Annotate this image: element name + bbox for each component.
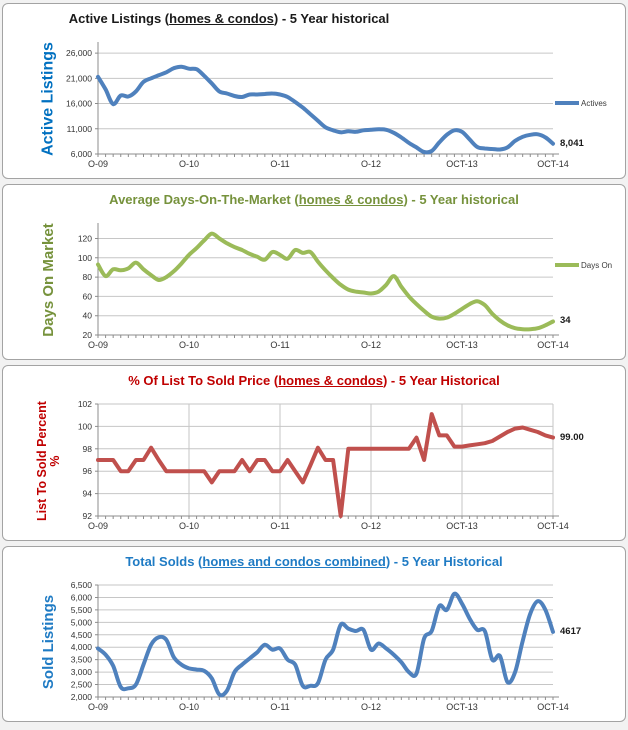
y-tick-label: 100	[77, 252, 92, 263]
legend-line-icon	[555, 100, 579, 106]
plot-area	[3, 4, 626, 179]
x-tick-label: O-12	[360, 159, 382, 169]
x-tick-label: O-10	[178, 702, 200, 712]
y-tick-label: 60	[82, 291, 92, 302]
x-tick-label: O-11	[270, 702, 290, 712]
y-tick-label: 80	[82, 272, 92, 283]
chart-title-post: ) - 5 Year Historical	[382, 373, 500, 388]
chart-title-underlined: homes and condos combined	[202, 554, 386, 569]
x-tick-label: OCT-13	[446, 159, 478, 169]
legend	[555, 261, 612, 270]
end-value-label: 4617	[560, 625, 582, 637]
y-axis-title-line: %	[48, 455, 62, 467]
chart-title-pre: Active Listings (	[68, 11, 170, 26]
y-tick-label: 6,000	[70, 149, 92, 159]
series-line	[98, 67, 553, 153]
y-tick-label: 5,000	[70, 617, 92, 628]
y-axis-title-line: Sold Listings	[40, 594, 58, 690]
legend-label: Days On	[581, 260, 613, 270]
y-tick-label: 26,000	[66, 48, 92, 59]
x-tick-label: OCT-14	[537, 340, 569, 350]
legend	[555, 99, 607, 108]
series-line	[98, 234, 553, 330]
chart-panel-days-on-market	[2, 184, 626, 360]
chart-title-post: ) - 5 Year historical	[403, 192, 519, 207]
x-tick-label: O-12	[360, 702, 382, 712]
x-tick-label: OCT-14	[537, 159, 569, 169]
x-tick-label: O-12	[360, 521, 382, 531]
y-axis-title-line: List To Sold Percent	[34, 401, 49, 521]
y-tick-label: 20	[82, 330, 92, 340]
x-tick-label: OCT-13	[446, 340, 478, 350]
chart-panel-total-solds	[2, 546, 626, 722]
chart-title-pre: Average Days-On-The-Market (	[109, 192, 299, 207]
y-tick-label: 40	[82, 310, 92, 321]
series-line	[98, 594, 553, 696]
x-tick-label: O-10	[178, 521, 200, 531]
chart-title-pre: % Of List To Sold Price (	[128, 373, 279, 388]
y-tick-label: 92	[82, 511, 92, 521]
x-tick-label: O-09	[87, 702, 109, 712]
y-tick-label: 4,000	[70, 642, 92, 653]
y-tick-label: 98	[82, 443, 92, 454]
x-tick-label: OCT-13	[446, 702, 478, 712]
legend-line-icon	[555, 262, 579, 268]
chart-panel-active-listings	[2, 3, 626, 179]
end-value-label: 8,041	[560, 137, 584, 149]
chart-title-underlined: homes & condos	[169, 11, 274, 26]
x-tick-label: O-10	[178, 340, 200, 350]
end-value-label: 34	[560, 315, 571, 327]
x-tick-label: OCT-13	[446, 521, 478, 531]
chart-title-underlined: homes & condos	[298, 192, 404, 207]
x-tick-label: O-10	[178, 159, 200, 169]
y-tick-label: 6,500	[70, 580, 92, 590]
x-tick-label: OCT-14	[537, 702, 569, 712]
y-tick-label: 100	[77, 421, 92, 432]
x-tick-label: OCT-14	[537, 521, 569, 531]
y-tick-label: 96	[82, 466, 92, 477]
chart-panel-list-to-sold-percent	[2, 365, 626, 541]
y-tick-label: 102	[77, 399, 92, 409]
x-tick-label: O-09	[87, 159, 109, 169]
y-tick-label: 2,500	[70, 679, 92, 690]
x-tick-label: O-12	[360, 340, 382, 350]
x-tick-label: O-11	[270, 521, 290, 531]
y-tick-label: 6,000	[70, 592, 92, 603]
legend-label: Actives	[581, 98, 607, 108]
x-tick-label: O-09	[87, 521, 109, 531]
y-tick-label: 11,000	[66, 123, 92, 134]
y-axis-title-line: Active Listings	[39, 42, 57, 156]
y-tick-label: 5,500	[70, 604, 92, 615]
chart-title-underlined: homes & condos	[278, 373, 383, 388]
chart-title-post: ) - 5 Year historical	[273, 11, 390, 26]
y-tick-label: 120	[77, 233, 92, 244]
plot-area	[3, 185, 626, 360]
y-tick-label: 16,000	[66, 98, 92, 109]
x-tick-label: O-11	[270, 159, 290, 169]
y-tick-label: 2,000	[70, 692, 92, 702]
y-tick-label: 94	[82, 488, 92, 499]
y-tick-label: 21,000	[66, 73, 92, 84]
chart-title-pre: Total Solds (	[125, 554, 203, 569]
series-line	[98, 414, 553, 516]
chart-title-post: ) - 5 Year Historical	[385, 554, 503, 569]
y-tick-label: 3,000	[70, 667, 92, 678]
plot-area	[3, 366, 626, 541]
y-axis-title-line: Days On Market	[40, 223, 58, 337]
end-value-label: 99.00	[560, 431, 584, 443]
x-tick-label: O-09	[87, 340, 109, 350]
y-tick-label: 4,500	[70, 629, 92, 640]
plot-area	[3, 547, 626, 722]
y-tick-label: 3,500	[70, 654, 92, 665]
x-tick-label: O-11	[270, 340, 290, 350]
